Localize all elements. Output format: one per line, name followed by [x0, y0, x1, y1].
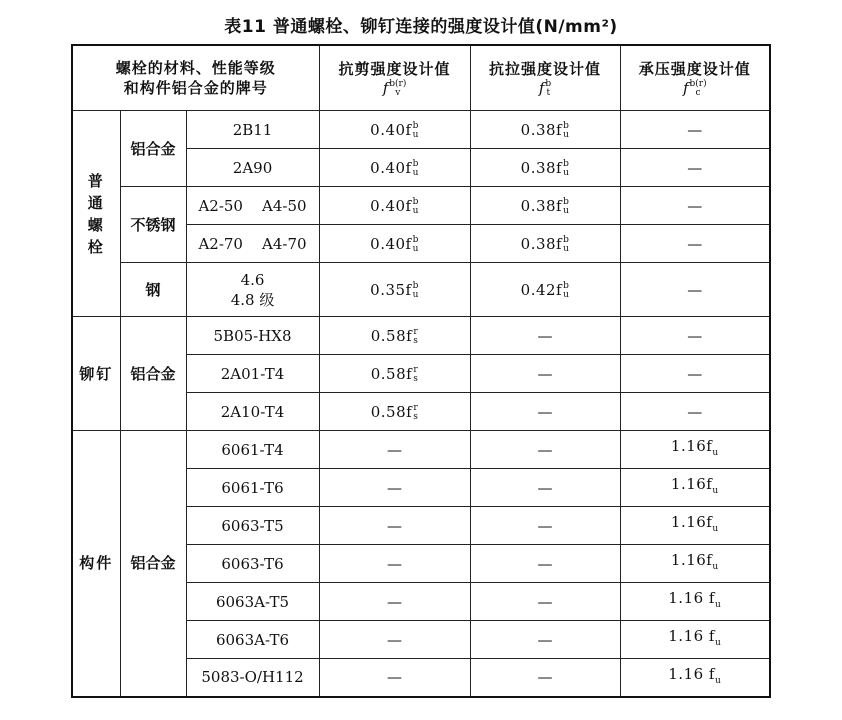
bearing-sub: u: [714, 675, 722, 686]
bearing-cell: —: [620, 317, 770, 355]
index-stack: [413, 160, 419, 178]
grade-cell: 6063A-T6: [186, 621, 319, 659]
grade-cell: A2-70 A4-70: [186, 225, 319, 263]
tension-cell: —: [470, 469, 620, 507]
bearing-value: 1.16 f: [668, 664, 715, 683]
index-sub: u: [563, 243, 570, 254]
shear-value: 0.58f: [370, 326, 413, 345]
index-sup: b(r): [689, 78, 707, 89]
grade-cell: 2A10-T4: [186, 393, 319, 431]
group-bolt: [72, 111, 120, 317]
index-stack: [389, 80, 406, 98]
bearing-cell: —: [620, 225, 770, 263]
header-shear-label: 抗剪强度设计值: [338, 59, 451, 78]
index-sup: r: [413, 402, 419, 413]
tension-value: 0.38f: [520, 120, 563, 139]
tension-cell: —: [470, 431, 620, 469]
index-sub: v: [395, 87, 401, 98]
tension-cell: [470, 263, 620, 317]
shear-cell: [319, 263, 470, 317]
shear-cell: [319, 111, 470, 149]
shear-cell: —: [319, 469, 470, 507]
index-stack: [563, 282, 569, 300]
header-tension-label: 抗拉强度设计值: [489, 59, 602, 78]
bearing-cell: [620, 621, 770, 659]
tension-cell: —: [470, 355, 620, 393]
index-sup: b: [563, 196, 570, 207]
index-stack: [563, 122, 569, 140]
tension-cell: [470, 187, 620, 225]
shear-cell: —: [319, 583, 470, 621]
index-sup: b: [412, 158, 419, 169]
header-shear: [319, 45, 470, 111]
index-stack: [563, 160, 569, 178]
index-stack: [413, 282, 419, 300]
grade-cell: A2-50 A4-50: [186, 187, 319, 225]
shear-cell: [319, 225, 470, 263]
bearing-cell: [620, 431, 770, 469]
shear-value: 0.35f: [370, 280, 412, 299]
header-tension: [470, 45, 620, 111]
tension-cell: —: [470, 507, 620, 545]
grade-cell: 6061-T4: [186, 431, 319, 469]
header-tension-f: f: [538, 78, 545, 97]
grade-cell: 6063-T6: [186, 545, 319, 583]
shear-cell: [319, 393, 470, 431]
tension-value: 0.42f: [520, 280, 563, 299]
shear-cell: —: [319, 545, 470, 583]
grade-cell: 2A01-T4: [186, 355, 319, 393]
header-row: [72, 45, 770, 111]
shear-cell: [319, 317, 470, 355]
group-rivet: 铆钉: [72, 317, 120, 431]
index-sub: t: [546, 87, 551, 98]
shear-value: 0.58f: [370, 364, 413, 383]
tension-cell: —: [470, 621, 620, 659]
tension-value: 0.38f: [520, 158, 563, 177]
header-tension-symbol: [471, 79, 620, 98]
tension-value: 0.38f: [520, 196, 563, 215]
tension-cell: —: [470, 545, 620, 583]
grade-cell: 2B11: [186, 111, 319, 149]
grade-cell: 2A90: [186, 149, 319, 187]
bearing-cell: —: [620, 393, 770, 431]
shear-value: 0.40f: [370, 158, 412, 177]
index-sup: b: [545, 78, 552, 89]
bearing-value: 1.16f: [670, 551, 713, 569]
bearing-cell: —: [620, 149, 770, 187]
index-sup: b: [412, 196, 419, 207]
index-sub: s: [413, 411, 419, 422]
header-shear-symbol: [320, 79, 470, 98]
grade-cell: 6061-T6: [186, 469, 319, 507]
index-sub: u: [412, 289, 419, 300]
bearing-sub: u: [712, 486, 719, 496]
grade-cell: 6063-T5: [186, 507, 319, 545]
bearing-cell: —: [620, 355, 770, 393]
group-member: 构件: [72, 431, 120, 697]
table-row: [72, 187, 770, 225]
subgroup-bolt-al: 铝合金: [120, 111, 186, 187]
bearing-cell: [620, 507, 770, 545]
grade-cell: 5B05-HX8: [186, 317, 319, 355]
tension-cell: [470, 111, 620, 149]
bearing-cell: —: [620, 187, 770, 225]
shear-cell: [319, 355, 470, 393]
bearing-value: 1.16 f: [668, 589, 715, 607]
tension-cell: —: [470, 659, 620, 697]
grade-cell: 5083-O/H112: [186, 659, 319, 697]
index-sub: s: [413, 335, 419, 346]
subgroup-rivet-al: 铝合金: [120, 317, 186, 431]
index-sup: b: [412, 280, 419, 291]
index-stack: [563, 236, 569, 254]
group-bolt-label: 普通螺栓: [87, 171, 105, 256]
subgroup-bolt-ss: 不锈钢: [120, 187, 186, 263]
index-sup: b(r): [389, 78, 407, 89]
header-bearing-f: f: [682, 78, 689, 97]
header-material: 螺栓的材料、性能等级 和构件铝合金的牌号: [72, 45, 319, 111]
shear-value: 0.40f: [370, 234, 412, 253]
bearing-sub: u: [712, 562, 719, 572]
bearing-value: 1.16f: [670, 437, 713, 455]
bearing-cell: —: [620, 111, 770, 149]
bearing-sub: u: [712, 448, 719, 458]
index-stack: [413, 404, 418, 422]
tension-cell: —: [470, 583, 620, 621]
index-sup: b: [412, 120, 419, 131]
grade-cell: 6063A-T5: [186, 583, 319, 621]
shear-cell: [319, 149, 470, 187]
bearing-value: 1.16 f: [668, 627, 715, 645]
bearing-cell: [620, 545, 770, 583]
index-sup: b: [563, 120, 570, 131]
index-stack: [413, 236, 419, 254]
table-row: [72, 317, 770, 355]
shear-cell: —: [319, 507, 470, 545]
bearing-cell: [620, 659, 770, 697]
header-bearing: [620, 45, 770, 111]
index-sub: u: [563, 205, 570, 216]
index-sup: b: [412, 234, 419, 245]
index-sub: u: [563, 167, 570, 178]
tension-cell: —: [470, 317, 620, 355]
tension-cell: [470, 225, 620, 263]
index-stack: [413, 198, 419, 216]
index-sub: u: [412, 167, 419, 178]
table-row: [72, 263, 770, 317]
bearing-cell: [620, 469, 770, 507]
header-bearing-label: 承压强度设计值: [638, 59, 751, 78]
table-row: [72, 431, 770, 469]
strength-table: [71, 44, 771, 698]
index-stack: [690, 80, 707, 98]
tension-value: 0.38f: [520, 234, 563, 253]
index-sup: b: [563, 234, 570, 245]
index-sub: c: [695, 87, 701, 98]
table-title: 表11 普通螺栓、铆钉连接的强度设计值(N/mm²): [224, 17, 618, 37]
tension-cell: [470, 149, 620, 187]
index-sup: r: [413, 364, 419, 375]
shear-value: 0.58f: [370, 402, 413, 421]
header-bearing-symbol: [621, 79, 770, 98]
shear-value: 0.40f: [370, 196, 412, 215]
index-sub: u: [412, 205, 419, 216]
bearing-value: 1.16f: [670, 475, 713, 493]
index-sub: u: [412, 243, 419, 254]
bearing-cell: [620, 583, 770, 621]
shear-cell: —: [319, 659, 470, 697]
shear-cell: —: [319, 621, 470, 659]
index-stack: [413, 366, 418, 384]
subgroup-bolt-steel: 钢: [120, 263, 186, 317]
bearing-value: 1.16f: [670, 513, 713, 531]
index-stack: [563, 198, 569, 216]
index-stack: [413, 328, 418, 346]
bearing-sub: u: [712, 524, 719, 534]
index-sub: u: [563, 129, 570, 140]
index-sub: u: [412, 129, 419, 140]
grade-cell: 4.6 4.8 级: [186, 263, 319, 317]
bearing-cell: —: [620, 263, 770, 317]
index-sub: s: [413, 373, 419, 384]
shear-value: 0.40f: [370, 120, 412, 139]
shear-cell: [319, 187, 470, 225]
bearing-sub: u: [714, 600, 722, 610]
tension-cell: —: [470, 393, 620, 431]
bearing-sub: u: [714, 638, 722, 648]
index-sub: u: [563, 289, 570, 300]
subgroup-member-al: 铝合金: [120, 431, 186, 697]
index-stack: [413, 122, 419, 140]
index-sup: r: [413, 326, 419, 337]
table-row: [72, 111, 770, 149]
index-sup: b: [563, 158, 570, 169]
index-stack: [545, 80, 551, 98]
header-shear-f: f: [382, 78, 389, 97]
shear-cell: —: [319, 431, 470, 469]
index-sup: b: [563, 280, 570, 291]
